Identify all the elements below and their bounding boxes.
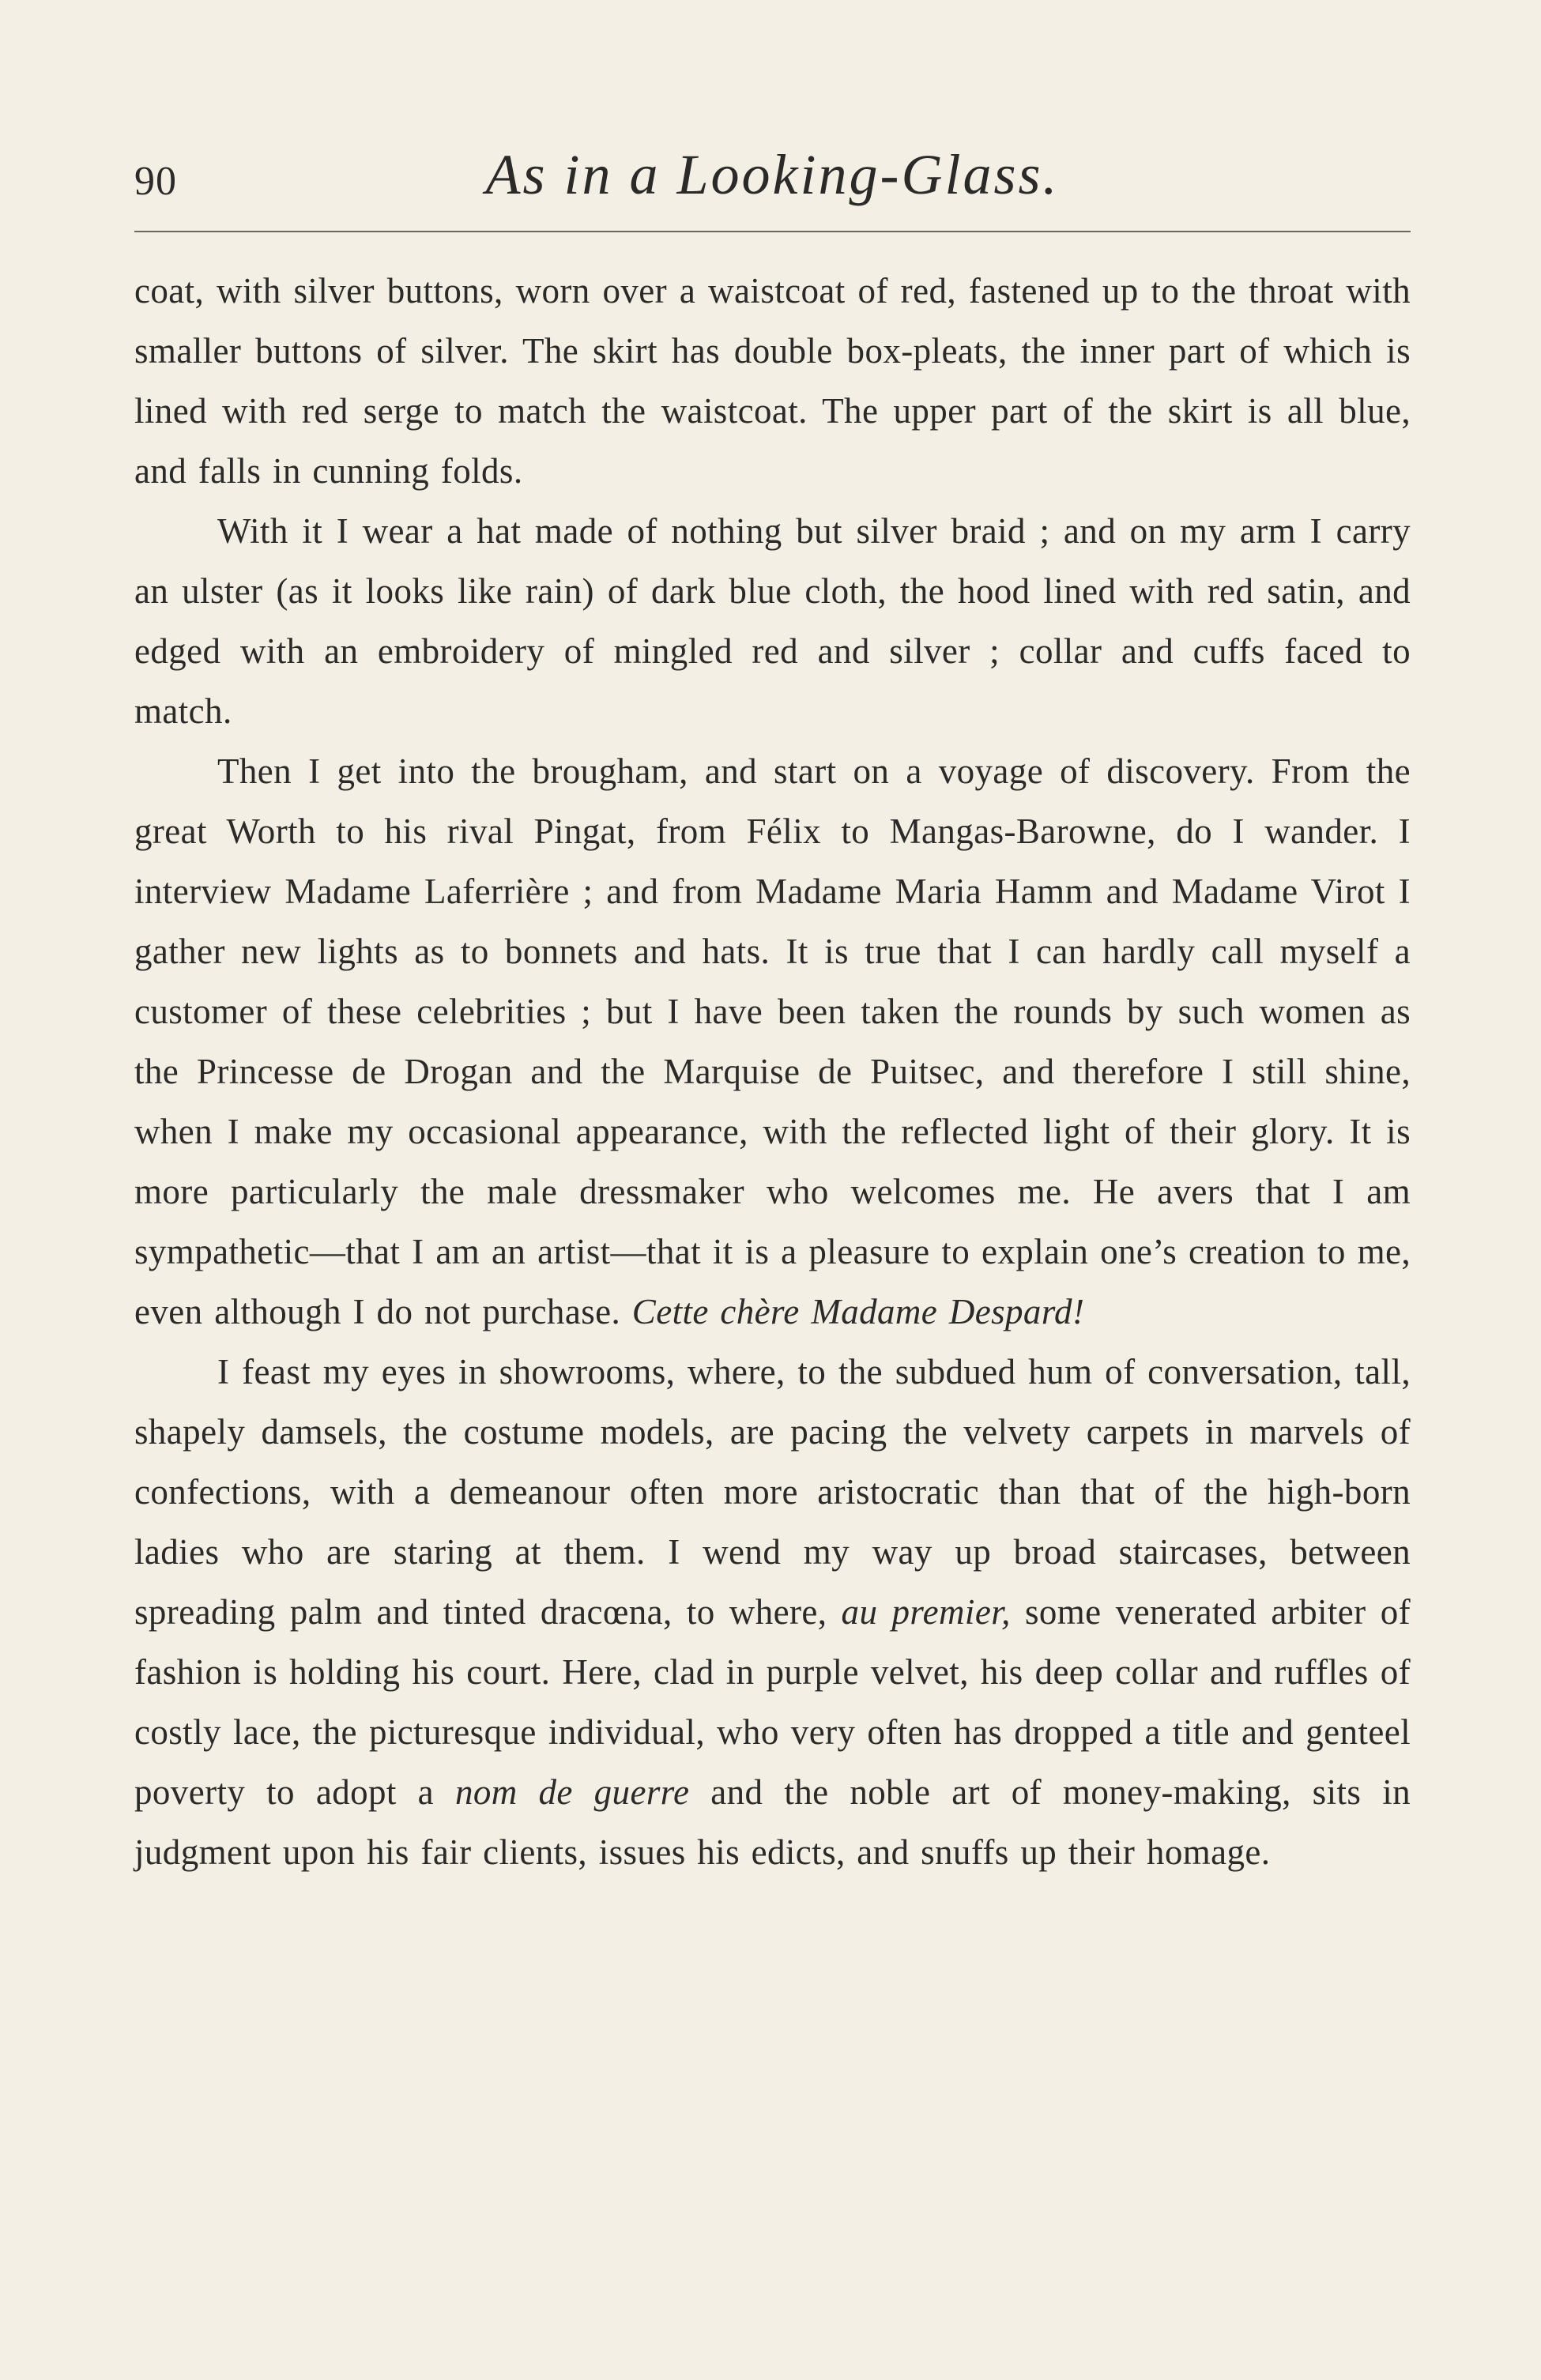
paragraph-4-text-b: some venerated arbiter of fashion is holding his court. Here, clad in purple velvet, his deep collar and ruffles of costly lace, the picturesque individual, who very often has dropped a title and genteel poverty to adopt a (134, 1592, 1411, 1812)
paragraph-3-text: Then I get into the brougham, and start on a voyage of discovery. From the great Worth to his rival Pingat, from Félix to Mangas-Barowne, do I wander. I interview Madame Laferrière ; and from Madame Maria Hamm and Madame Virot I gather new lights as to bonnets and hats. It is true that I can hardly call myself a customer of these celebrities ; but I have been taken the rounds by such women as the Princesse de Drogan and the Marquise de Puitsec, and therefore I still shine, when I make my occasional appearance, with the reflected light of their glory. It is more particularly the male dressmaker who welcomes me. He avers that I am sympathetic—that I am an artist—that it is a pleasure to explain one’s creation to me, even although I do not purchase. (134, 751, 1411, 1331)
body-text (134, 261, 1411, 1882)
paragraph-1: coat, with silver buttons, worn over a waistcoat of red, fastened up to the throat with smaller buttons of silver. The skirt has double box-pleats, the inner part of which is lined with red serge to match the waistcoat. The upper part of the skirt is all blue, and falls in cunning folds. (134, 271, 1411, 491)
paragraph-4-text-a: I feast my eyes in showrooms, where, to the subdued hum of conversation, tall, shapely damsels, the costume models, are pacing the velvety carpets in marvels of confections, with a demeanour often more aristocratic than that of the high-born ladies who are staring at them. I wend my way up broad staircases, between spreading palm and tinted dracœna, to where, (134, 1352, 1411, 1632)
paragraph-4 (134, 1342, 1411, 1882)
page-number: 90 (134, 159, 177, 204)
paragraph-2: With it I wear a hat made of nothing but silver braid ; and on my arm I carry an ulster (as it looks like rain) of dark blue cloth, the hood lined with red satin, and edged with an embroidery of mingled red and silver ; collar and cuffs faced to match. (134, 511, 1411, 731)
italic-phrase-au-premier: au premier, (841, 1592, 1011, 1632)
running-title: As in a Looking-Glass. (485, 143, 1060, 206)
paragraph-4-text-c: and the noble art of money-making, sits in judgment upon his fair clients, issues his edicts, and snuffs up their homage. (134, 1772, 1411, 1872)
italic-phrase-nom-de-guerre: nom de guerre (454, 1772, 690, 1812)
italic-phrase-cette-chere: Cette chère Madame Despard! (631, 1292, 1085, 1331)
header-rule (134, 231, 1411, 232)
paragraph-3 (134, 741, 1411, 1342)
page-header (134, 142, 1411, 221)
